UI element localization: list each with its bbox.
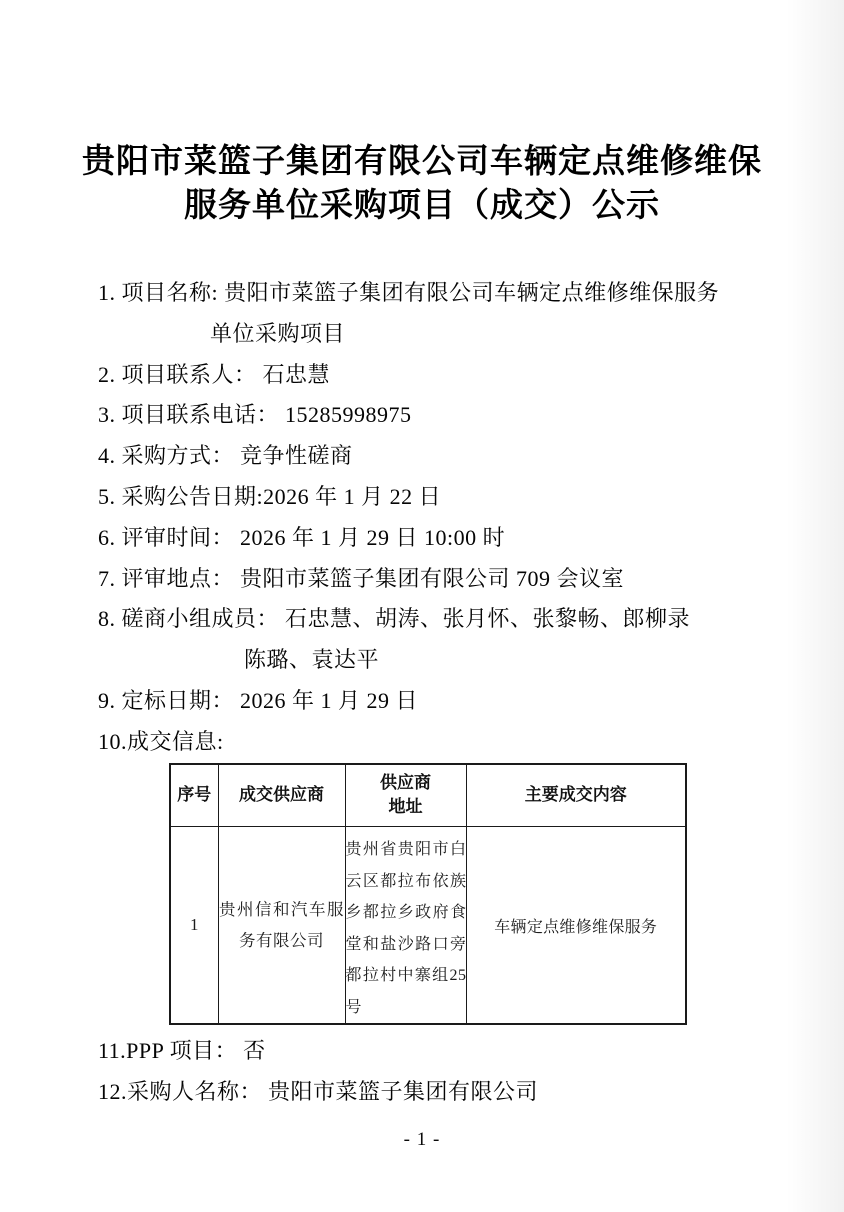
info-list — [98, 273, 784, 763]
list-item-10: 10.成交信息: — [98, 728, 224, 754]
list-item-2: 2. 项目联系人： 石忠慧 — [98, 361, 331, 387]
table-header-content: 主要成交内容 — [466, 764, 686, 827]
table-header-seq: 序号 — [170, 764, 218, 827]
table-header-address-line1: 供应商 — [380, 773, 431, 793]
table-header-row — [170, 764, 686, 827]
list-item-4: 4. 采购方式： 竞争性磋商 — [98, 443, 353, 469]
deal-info-table-wrap — [169, 763, 685, 1026]
table-cell-supplier — [218, 827, 345, 1025]
list-item-1-continuation: 单位采购项目 — [210, 320, 346, 346]
title-line-1: 贵阳市菜篮子集团有限公司车辆定点维修维保 — [82, 144, 762, 180]
table-cell-content: 车辆定点维修维保服务 — [466, 827, 686, 1025]
table-cell-seq: 1 — [170, 827, 218, 1025]
page-edge-shadow — [786, 0, 844, 1212]
info-list-bottom — [98, 1031, 784, 1113]
table-header-address-line2: 地址 — [388, 797, 423, 817]
table-cell-address — [345, 827, 466, 1025]
table-header-supplier: 成交供应商 — [218, 764, 345, 827]
supplier-address: 贵州省贵阳市白云区都拉布依族乡都拉乡政府食堂和盐沙路口旁都拉村中寨组25号 — [345, 841, 467, 1016]
list-item-12: 12.采购人名称： 贵阳市菜篮子集团有限公司 — [98, 1078, 539, 1104]
list-item-5: 5. 采购公告日期:2026 年 1 月 22 日 — [98, 483, 442, 509]
list-item-6: 6. 评审时间： 2026 年 1 月 29 日 10:00 时 — [98, 524, 506, 550]
list-item-3: 3. 项目联系电话： 15285998975 — [98, 402, 412, 428]
deal-info-table — [169, 763, 687, 1026]
page-number: - 1 - — [403, 1128, 441, 1150]
supplier-name: 贵州信和汽车服务有限公司 — [219, 900, 344, 951]
list-item-11: 11.PPP 项目： 否 — [98, 1038, 266, 1064]
list-item-9: 9. 定标日期： 2026 年 1 月 29 日 — [98, 687, 419, 713]
table-row — [170, 827, 686, 1025]
title-line-2: 服务单位采购项目（成交）公示 — [184, 188, 660, 224]
document-title — [50, 140, 794, 228]
list-item-7: 7. 评审地点： 贵阳市菜篮子集团有限公司 709 会议室 — [98, 565, 625, 591]
list-item-8-continuation: 陈璐、袁达平 — [244, 647, 380, 673]
list-item-8: 8. 磋商小组成员： 石忠慧、胡涛、张月怀、张黎畅、郎柳录 — [98, 606, 691, 632]
table-header-address — [345, 764, 466, 827]
list-item-1: 1. 项目名称: 贵阳市菜篮子集团有限公司车辆定点维修维保服务 — [98, 280, 720, 305]
